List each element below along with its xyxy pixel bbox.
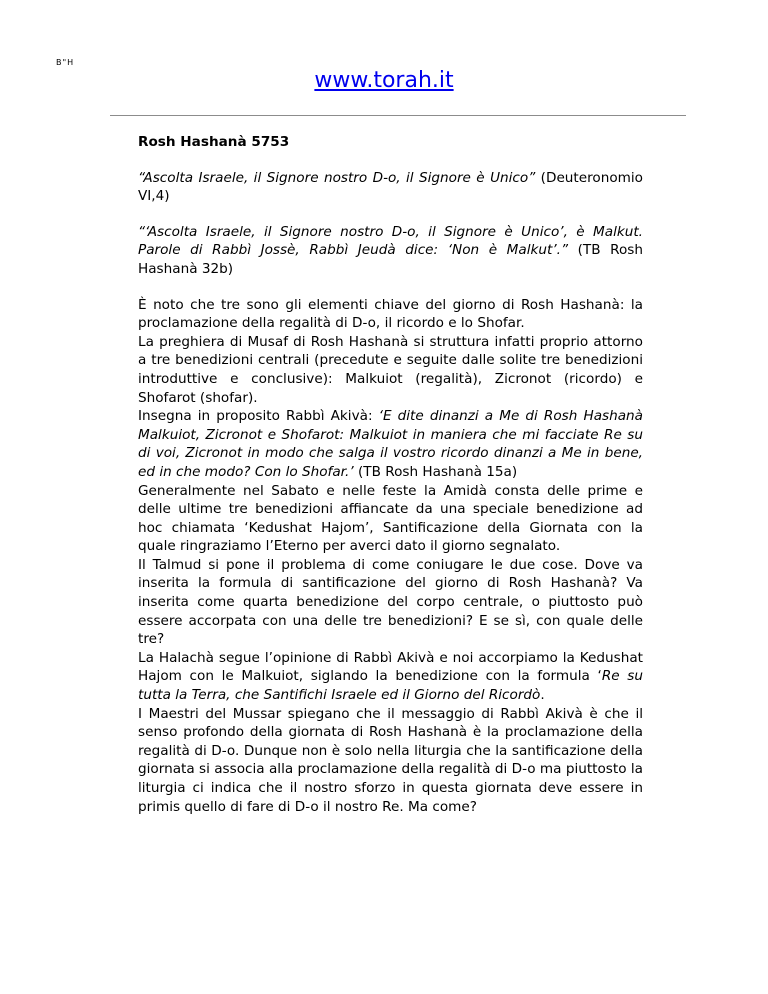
paragraph-4: Generalmente nel Sabato e nelle feste la Amidà consta delle prime e delle ultime tre benedizioni affiancate da una speciale benedizione ad hoc chiamata ‘Kedushat Hajom’, Santificazione della Giornata con la quale ringraziamo l’Eterno per averci dato il giorno segnalato. [138, 482, 643, 555]
paragraph-5: Il Talmud si pone il problema di come coniugare le due cose. Dove va inserita la formula di santificazione del giorno di Rosh Hashanà? Va inserita come quarta benedizione del corpo centrale, o piuttosto può essere accorpata con una delle tre benedizioni? E se sì, con quale delle tre? [138, 556, 643, 648]
paragraph-3-quote: ‘E dite dinanzi a Me di Rosh Hashanà Malkuiot, Zicronot e Shofarot: Malkuiot in maniera che mi facciate Re su di voi, Zicronot in modo che salga il vostro ricordo dinanzi a Me in bene, ed in che modo? Con lo Shofar.’ [138, 408, 643, 480]
article-body [138, 133, 643, 816]
paragraph-3-intro: Insegna in proposito Rabbì Akivà: [138, 408, 379, 425]
quote-talmud-source: (TB Rosh Hashanà 32b) [138, 242, 644, 277]
paragraph-7: I Maestri del Mussar spiegano che il messaggio di Rabbì Akivà è che il senso profondo della giornata di Rosh Hashanà è la proclamazione della regalità di D-o. Dunque non è solo nella liturgia che la santificazione della giornata si associa alla proclamazione della regalità di D-o ma piuttosto la liturgia ci indica che il nostro sforzo in questa giornata deve essere in primis quello di fare di D-o il nostro Re. Ma come? [138, 705, 643, 815]
paragraph-1: È noto che tre sono gli elementi chiave del giorno di Rosh Hashanà: la proclamazione della regalità di D-o, il ricordo e lo Shofar. [138, 296, 643, 332]
quote-talmud-text: “‘Ascolta Israele, il Signore nostro D-o, il Signore è Unico’, è Malkut. Parole di Rabbì Jossè, Rabbì Jeudà dice: ‘Non è Malkut’.” [138, 223, 643, 259]
paragraph-3 [138, 407, 643, 481]
paragraph-2: La preghiera di Musaf di Rosh Hashanà si struttura infatti proprio attorno a tre benedizioni centrali (precedute e seguite dalle solite tre benedizioni introduttive e conclusive): Malkuiot (regalità), Zicronot (ricordo) e Shofarot (shofar). [138, 333, 643, 406]
site-link[interactable]: www.torah.it [314, 68, 454, 93]
quote-deuteronomy-text: “Ascolta Israele, il Signore nostro D-o, il Signore è Unico” [138, 169, 536, 186]
paragraph-6-end: . [540, 687, 545, 704]
paragraph-6 [138, 649, 643, 705]
quote-deuteronomy [138, 169, 643, 206]
header-divider [110, 115, 686, 116]
quote-deuteronomy-source: (Deuteronomio VI,4) [138, 169, 643, 205]
bh-header: B"H [56, 58, 75, 67]
quote-talmud [138, 223, 643, 279]
paragraph-3-source: (TB Rosh Hashanà 15a) [353, 463, 518, 480]
paragraph-6-intro: La Halachà segue l’opinione di Rabbì Akivà e noi accorpiamo la Kedushat Hajom con le Malkuiot, siglando la benedizione con la formula ‘ [138, 649, 643, 685]
article-title: Rosh Hashanà 5753 [138, 134, 290, 150]
paragraph-6-quote: Re su tutta la Terra, che Santifichi Israele ed il Giorno del Ricordò [138, 668, 643, 704]
